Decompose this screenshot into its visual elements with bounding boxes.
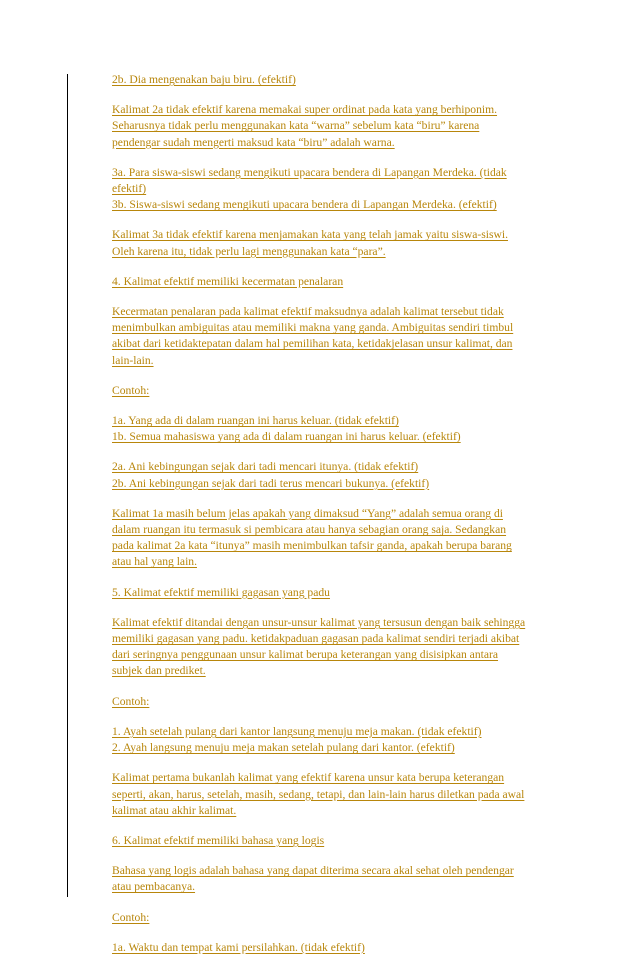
text-line <box>112 694 572 710</box>
paragraph <box>112 770 572 819</box>
text-line <box>112 585 572 601</box>
text-line <box>112 803 572 819</box>
paragraph <box>112 833 572 849</box>
paragraph <box>112 506 572 571</box>
hyperlink-text[interactable]: Contoh: <box>112 383 150 397</box>
text-line <box>112 879 572 895</box>
text-line <box>112 506 572 522</box>
text-line <box>112 631 572 647</box>
hyperlink-text[interactable]: 3b. Siswa-siswi sedang mengikuti upacara bendera di Lapangan Merdeka. (efektif) <box>112 198 497 212</box>
hyperlink-text[interactable]: 2. Ayah langsung menuju meja makan setelah pulang dari kantor. (efektif) <box>112 741 455 755</box>
hyperlink-text[interactable]: menimbulkan ambiguitas atau memiliki makna yang ganda. Ambiguitas sendiri timbul <box>112 321 514 335</box>
hyperlink-text[interactable]: kalimat atau akhir kalimat. <box>112 803 237 817</box>
hyperlink-text[interactable]: dalam ruangan itu termasuk si pembicara atau hanya sebagian orang saja. Sedangkan <box>112 523 507 537</box>
hyperlink-text[interactable]: pada kalimat 2a kata “itunya” masih menimbulkan tafsir ganda, apakah berupa barang <box>112 539 512 553</box>
paragraph <box>112 304 572 369</box>
text-line <box>112 118 572 134</box>
text-line <box>112 304 572 320</box>
paragraph <box>112 694 572 710</box>
hyperlink-text[interactable]: 1a. Waktu dan tempat kami persilahkan. (tidak efektif) <box>112 940 365 954</box>
paragraph <box>112 102 572 151</box>
text-line <box>112 615 572 631</box>
hyperlink-text[interactable]: Kalimat 3a tidak efektif karena menjamakan kata yang telah jamak yaitu siswa-siswi. <box>112 228 508 242</box>
hyperlink-text[interactable]: 2a. Ani kebingungan sejak dari tadi mencari itunya. (tidak efektif) <box>112 460 419 474</box>
text-line <box>112 165 572 181</box>
hyperlink-text[interactable]: Oleh karena itu, tidak perlu lagi menggunakan kata “para”. <box>112 244 386 258</box>
hyperlink-text[interactable]: pendengar sudah mengerti maksud kata “biru” adalah warna. <box>112 135 395 149</box>
hyperlink-text[interactable]: akibat dari ketidaktepatan dalam hal pemilihan kata, ketidakjelasan unsur kalimat, dan <box>112 337 513 351</box>
paragraph <box>112 910 572 926</box>
hyperlink-text[interactable]: efektif) <box>112 182 147 196</box>
text-line <box>112 940 572 956</box>
paragraph <box>112 413 572 445</box>
hyperlink-text[interactable]: lain-lain. <box>112 353 154 367</box>
paragraph <box>112 274 572 290</box>
text-line <box>112 320 572 336</box>
text-line <box>112 135 572 151</box>
text-line <box>112 538 572 554</box>
paragraph <box>112 227 572 259</box>
text-line <box>112 554 572 570</box>
hyperlink-text[interactable]: 4. Kalimat efektif memiliki kecermatan penalaran <box>112 274 344 288</box>
paragraph <box>112 863 572 895</box>
hyperlink-text[interactable]: subjek dan prediket. <box>112 664 206 678</box>
hyperlink-text[interactable]: memiliki gagasan yang padu. ketidakpaduan gagasan pada kalimat sendiri terjadi akibat <box>112 632 520 646</box>
text-line <box>112 740 572 756</box>
hyperlink-text[interactable]: Kalimat 1a masih belum jelas apakah yang dimaksud “Yang” adalah semua orang di <box>112 506 503 520</box>
paragraph <box>112 165 572 214</box>
text-line <box>112 724 572 740</box>
text-line <box>112 910 572 926</box>
paragraph <box>112 459 572 491</box>
hyperlink-text[interactable]: 5. Kalimat efektif memiliki gagasan yang padu <box>112 585 330 599</box>
text-line <box>112 833 572 849</box>
hyperlink-text[interactable]: 1a. Yang ada di dalam ruangan ini harus keluar. (tidak efektif) <box>112 414 399 428</box>
paragraph <box>112 585 572 601</box>
text-line <box>112 413 572 429</box>
hyperlink-text[interactable]: Kalimat pertama bukanlah kalimat yang efektif karena unsur kata berupa keterangan <box>112 771 505 785</box>
hyperlink-text[interactable]: Seharusnya tidak perlu menggunakan kata “warna” sebelum kata “biru” karena <box>112 119 480 133</box>
text-line <box>112 522 572 538</box>
text-line <box>112 353 572 369</box>
text-line <box>112 181 572 197</box>
hyperlink-text[interactable]: Kalimat 2a tidak efektif karena memakai super ordinat pada kata yang berhiponim. <box>112 103 498 117</box>
hyperlink-text[interactable]: atau hal yang lain. <box>112 555 197 569</box>
text-line <box>112 102 572 118</box>
hyperlink-text[interactable]: 3a. Para siswa-siswi sedang mengikuti upacara bendera di Lapangan Merdeka. (tidak <box>112 165 507 179</box>
paragraph <box>112 72 572 88</box>
text-line <box>112 336 572 352</box>
text-line <box>112 244 572 260</box>
text-line <box>112 429 572 445</box>
text-line <box>112 72 572 88</box>
hyperlink-text[interactable]: dari seringnya penggunaan unsur kalimat berupa keterangan yang disisipkan antara <box>112 648 499 662</box>
paragraph <box>112 615 572 680</box>
text-line <box>112 863 572 879</box>
text-line <box>112 476 572 492</box>
hyperlink-text[interactable]: 1. Ayah setelah pulang dari kantor langsung menuju meja makan. (tidak efektif) <box>112 724 482 738</box>
margin-rule <box>67 74 68 897</box>
text-line <box>112 274 572 290</box>
hyperlink-text[interactable]: Kalimat efektif ditandai dengan unsur-unsur kalimat yang tersusun dengan baik sehingga <box>112 615 526 629</box>
hyperlink-text[interactable]: Bahasa yang logis adalah bahasa yang dapat diterima secara akal sehat oleh pendengar <box>112 864 514 878</box>
text-line <box>112 663 572 679</box>
hyperlink-text[interactable]: Contoh: <box>112 910 150 924</box>
text-line <box>112 227 572 243</box>
hyperlink-text[interactable]: 1b. Semua mahasiswa yang ada di dalam ruangan ini harus keluar. (efektif) <box>112 430 461 444</box>
document-body <box>112 72 572 970</box>
text-line <box>112 383 572 399</box>
hyperlink-text[interactable]: 2b. Ani kebingungan sejak dari tadi terus mencari bukunya. (efektif) <box>112 476 430 490</box>
text-line <box>112 787 572 803</box>
hyperlink-text[interactable]: 6. Kalimat efektif memiliki bahasa yang logis <box>112 833 325 847</box>
paragraph <box>112 383 572 399</box>
paragraph <box>112 940 572 956</box>
text-line <box>112 770 572 786</box>
hyperlink-text[interactable]: seperti, akan, harus, setelah, masih, sedang, tetapi, dan lain-lain harus diletkan pada awal <box>112 787 525 801</box>
hyperlink-text[interactable]: atau pembacanya. <box>112 880 196 894</box>
text-line <box>112 647 572 663</box>
text-line <box>112 459 572 475</box>
hyperlink-text[interactable]: Kecermatan penalaran pada kalimat efektif maksudnya adalah kalimat tersebut tidak <box>112 305 504 319</box>
paragraph <box>112 724 572 756</box>
text-line <box>112 197 572 213</box>
hyperlink-text[interactable]: Contoh: <box>112 694 150 708</box>
hyperlink-text[interactable]: 2b. Dia mengenakan baju biru. (efektif) <box>112 73 296 86</box>
